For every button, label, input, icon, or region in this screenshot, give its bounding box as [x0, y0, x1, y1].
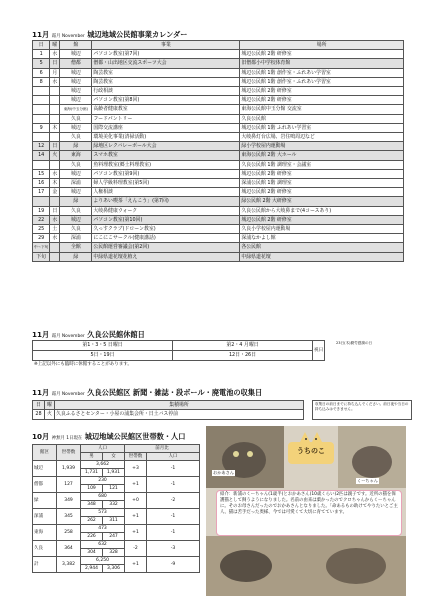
calendar-row: 5 日 僧都 僧都・山出地区交流スポーツ大会 旧僧都小中学校体育館	[33, 59, 404, 68]
hh-header-female: 女	[103, 453, 125, 461]
calendar-row: 6 月 城辺 陶芸教室 城辺公民館 1階 創作室・ふれあい学習室	[33, 68, 404, 77]
calendar-row: 久良 魚料理教室(郷土料理教室) 久良公民館 1階 調理室・会議室	[33, 160, 404, 169]
hh-header-hh: 世帯数	[125, 453, 147, 461]
recycle-title: 11月 霜月 November 久良公民館区 新聞・雑誌・段ボール・廃電池の収集日	[32, 388, 263, 397]
closed-note: ※上記以外にも臨時に休館することがあります。	[34, 362, 132, 367]
calendar-header-row	[33, 41, 404, 50]
calendar-row: 久良 環境美化事業(清掃活動) 大岐鼻灯台広場、岩住鳴周辺など	[33, 133, 404, 142]
holiday-label: 祝日	[313, 341, 325, 361]
closed-dates-left: 5日・19日	[33, 351, 173, 361]
hh-row: 計 3,382 6,250 +1 -9	[33, 557, 200, 565]
recycle-header-place: 集積場所	[55, 401, 304, 410]
calendar-row: 城辺 行政相談 城辺公民館 2階 研修室	[33, 87, 404, 96]
recycle-table	[32, 400, 304, 420]
calendar-row: 城辺 パソコン教室(第8回) 城辺公民館 2階 研修室	[33, 96, 404, 105]
hh-header-male: 男	[81, 453, 103, 461]
calendar-header-2: 館	[60, 41, 92, 50]
hh-row: 久良 364 632 -2 -3	[33, 541, 200, 549]
caption-kuchan: くーちゃん	[357, 478, 378, 483]
calendar-row: 15 水 城辺 パソコン教室(第9回) 城辺公民館 2階 研修室	[33, 169, 404, 178]
hh-row: 東海 258 473 +1 -1	[33, 525, 200, 533]
calendar-row: 中～下旬 全館 公民館運営審議会(第2回) 各公民館	[33, 243, 404, 252]
closed-dates-right: 12日・26日	[173, 351, 313, 361]
calendar-row: 12 日 緑 緑地区レクバレーボール大会 緑小学校屋内運動場	[33, 142, 404, 151]
calendar-header-4: 場所	[240, 41, 404, 50]
caption-mother: おかあさん	[213, 470, 234, 475]
calendar-title: 11月 霜月 November 城辺地域公民館事業カレンダー	[32, 30, 188, 39]
calendar-row: 9 木 城辺 国際交流講座 城辺公民館 1階 ふれあい学習室	[33, 123, 404, 132]
calendar-header-1: 曜	[50, 41, 60, 50]
calendar-row: 14 火 東海 スマホ教室 東海公民館 2階 大ホール	[33, 151, 404, 160]
pet-introduction: 紹介：新浦のくーちゃん(1歳半)とおかあさん(10歳くらい)2匹は親子です。近所の猫を保護猫として飼うようになりました。名前の由来は菓かったのでクロちゃんからくーちゃんに。そのお母さんだったのでおかあさんとなりました。「命あるもの助けてやりたいとご主人、猫は苦手だった奥様、今では可愛くて大切に育てています。	[216, 490, 402, 536]
closed-header-right: 第2・4 月曜日	[173, 341, 313, 351]
hh-header-area: 館区	[33, 445, 57, 461]
calendar-row: 17 金 城辺 人権相談 城辺公民館 2階 研修室	[33, 188, 404, 197]
event-calendar-table	[32, 40, 404, 262]
recycle-row: 28 火 久良ふるさとセンター・小屋の浦集会所・日土バス停前	[33, 410, 304, 419]
calendar-header-0: 日	[33, 41, 50, 50]
hh-row-split: 109 121	[33, 485, 200, 493]
calendar-row: 25 土 久良 久っすクラブ(ドローン教室) 久良小学校屋内運動場	[33, 225, 404, 234]
hh-row: 城辺 1,939 3,662 +3 -1	[33, 461, 200, 469]
hh-row-split: 304 328	[33, 549, 200, 557]
holiday-note: 23日(木)勤労感謝の日	[336, 341, 373, 345]
calendar-row: 東海(中玉分館) 高齢者健康教室 東海公民館中玉分館 交流室	[33, 105, 404, 114]
households-table	[32, 444, 200, 573]
calendar-header-3: 事業	[92, 41, 240, 50]
calendar-row: 久良 フードパントリー 久良公民館	[33, 114, 404, 123]
households-title: 10月 神無月 1日現在 城辺地域公民館区世帯数・人口	[32, 432, 186, 441]
calendar-row: 29 水 深浦 にこにこサークル(健康講話) 深浦なかよし館	[33, 234, 404, 243]
calendar-row: 緑 よりあい喫茶「えんこう」(第7回) 緑公民館 2階 大研修室	[33, 197, 404, 206]
recycle-header-weekday: 曜	[45, 401, 55, 410]
hh-header-pp: 人口	[147, 453, 200, 461]
recycle-note: 収集日の前日までに持ち込んでください。前日夜や当日の持ち込みはできません。	[312, 400, 412, 420]
calendar-row: 22 水 城辺 パソコン教室(第10回) 城辺公民館 2階 研修室	[33, 215, 404, 224]
uchinoko-logo-text: うちのこ	[297, 447, 325, 455]
calendar-row: 下旬 緑 中緑県道花壇花植え 中緑県道花壇	[33, 252, 404, 261]
closed-header-left: 第1・3・5 日曜日	[33, 341, 173, 351]
hh-row: 深浦 345 573 +1 -1	[33, 509, 200, 517]
hh-row-split: 348 332	[33, 501, 200, 509]
closed-days-title: 11月 霜月 November 久良公民館休館日	[32, 330, 145, 339]
calendar-row: 19 日 久良 大岐鼻健康ウォーク 久良公民館から大岐鼻まで(4コースあり)	[33, 206, 404, 215]
calendar-row: 1 水 城辺 パソコン教室(第7回) 城辺公民館 2階 研修室	[33, 50, 404, 59]
hh-row-split: 226 247	[33, 533, 200, 541]
hh-row-split: 2,944 3,306	[33, 565, 200, 573]
hh-row: 緑 349 680 +0 -2	[33, 493, 200, 501]
hh-row-split: 1,731 1,931	[33, 469, 200, 477]
hh-row-split: 262 311	[33, 517, 200, 525]
hh-header-households: 世帯数	[57, 445, 81, 461]
hh-row: 僧都 127 230 +1 -1	[33, 477, 200, 485]
hh-header-pop: 人口	[81, 445, 125, 453]
calendar-row: 16 木 深浦 婦人学級料理教室(第5回) 深浦公民館 1階 調理室	[33, 179, 404, 188]
hh-header-prev: 前月比	[125, 445, 200, 453]
recycle-header-day: 日	[33, 401, 45, 410]
calendar-row: 8 水 城辺 陶芸教室 城辺公民館 1階 創作室・ふれあい学習室	[33, 77, 404, 86]
